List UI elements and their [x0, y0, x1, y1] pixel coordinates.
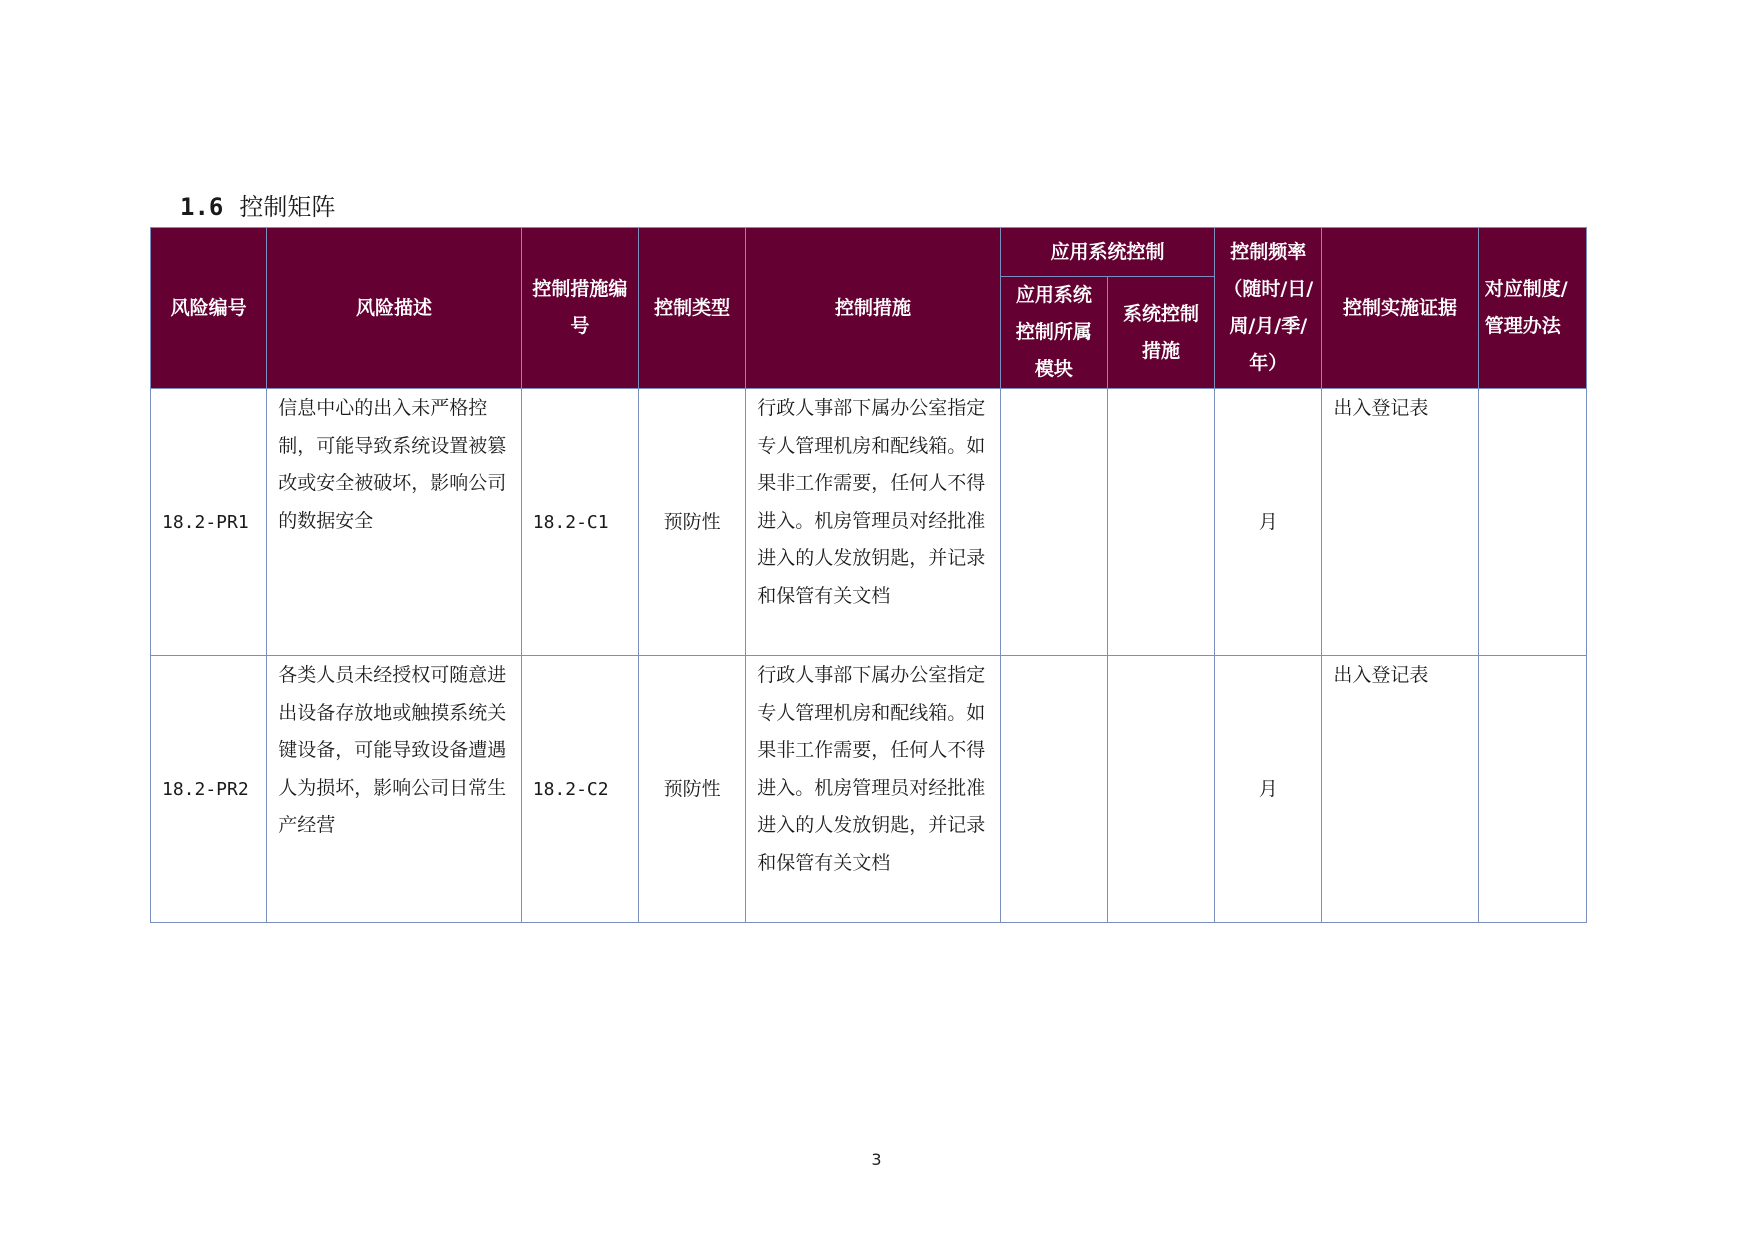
cell-control-type: 预防性: [638, 389, 745, 656]
header-control-frequency: 控制频率（随时/日/周/月/季/年）: [1215, 228, 1322, 389]
cell-risk-id: 18.2-PR2: [151, 656, 267, 923]
header-system-measure: 系统控制措施: [1107, 277, 1214, 389]
cell-risk-description: 各类人员未经授权可随意进出设备存放地或触摸系统关键设备，可能导致设备遭遇人为损坏，影响公司日常生产经营: [267, 656, 522, 923]
cell-control-type: 预防性: [638, 656, 745, 923]
section-number: 1.6: [180, 193, 224, 221]
cell-app-module: [1000, 389, 1107, 656]
section-heading: [180, 192, 335, 222]
header-risk-description: 风险描述: [267, 228, 522, 389]
header-risk-id: 风险编号: [151, 228, 267, 389]
cell-policy: [1478, 389, 1586, 656]
cell-risk-id: 18.2-PR1: [151, 389, 267, 656]
cell-system-measure: [1107, 389, 1214, 656]
header-control-type: 控制类型: [638, 228, 745, 389]
header-app-module: 应用系统控制所属模块: [1000, 277, 1107, 389]
cell-control-measure: 行政人事部下属办公室指定专人管理机房和配线箱。如果非工作需要，任何人不得进入。机房管理员对经批准进入的人发放钥匙，并记录和保管有关文档: [746, 389, 1001, 656]
cell-evidence: 出入登记表: [1322, 656, 1478, 923]
header-policy: 对应制度/管理办法: [1478, 228, 1586, 389]
cell-control-id: 18.2-C1: [521, 389, 638, 656]
page-number: 3: [871, 1150, 882, 1169]
table-row: [151, 389, 1587, 656]
cell-app-module: [1000, 656, 1107, 923]
cell-frequency: 月: [1215, 656, 1322, 923]
section-title: 控制矩阵: [239, 193, 336, 221]
header-app-system-control: 应用系统控制: [1000, 228, 1214, 277]
cell-control-id: 18.2-C2: [521, 656, 638, 923]
cell-control-measure: 行政人事部下属办公室指定专人管理机房和配线箱。如果非工作需要，任何人不得进入。机房管理员对经批准进入的人发放钥匙，并记录和保管有关文档: [746, 656, 1001, 923]
header-control-evidence: 控制实施证据: [1322, 228, 1478, 389]
cell-frequency: 月: [1215, 389, 1322, 656]
control-matrix-table: [150, 227, 1587, 923]
cell-policy: [1478, 656, 1586, 923]
cell-system-measure: [1107, 656, 1214, 923]
header-control-id: 控制措施编号: [521, 228, 638, 389]
header-row: [151, 228, 1587, 277]
cell-risk-description: 信息中心的出入未严格控制，可能导致系统设置被篡改或安全被破坏，影响公司的数据安全: [267, 389, 522, 656]
cell-evidence: 出入登记表: [1322, 389, 1478, 656]
header-control-measure: 控制措施: [746, 228, 1001, 389]
table-row: [151, 656, 1587, 923]
